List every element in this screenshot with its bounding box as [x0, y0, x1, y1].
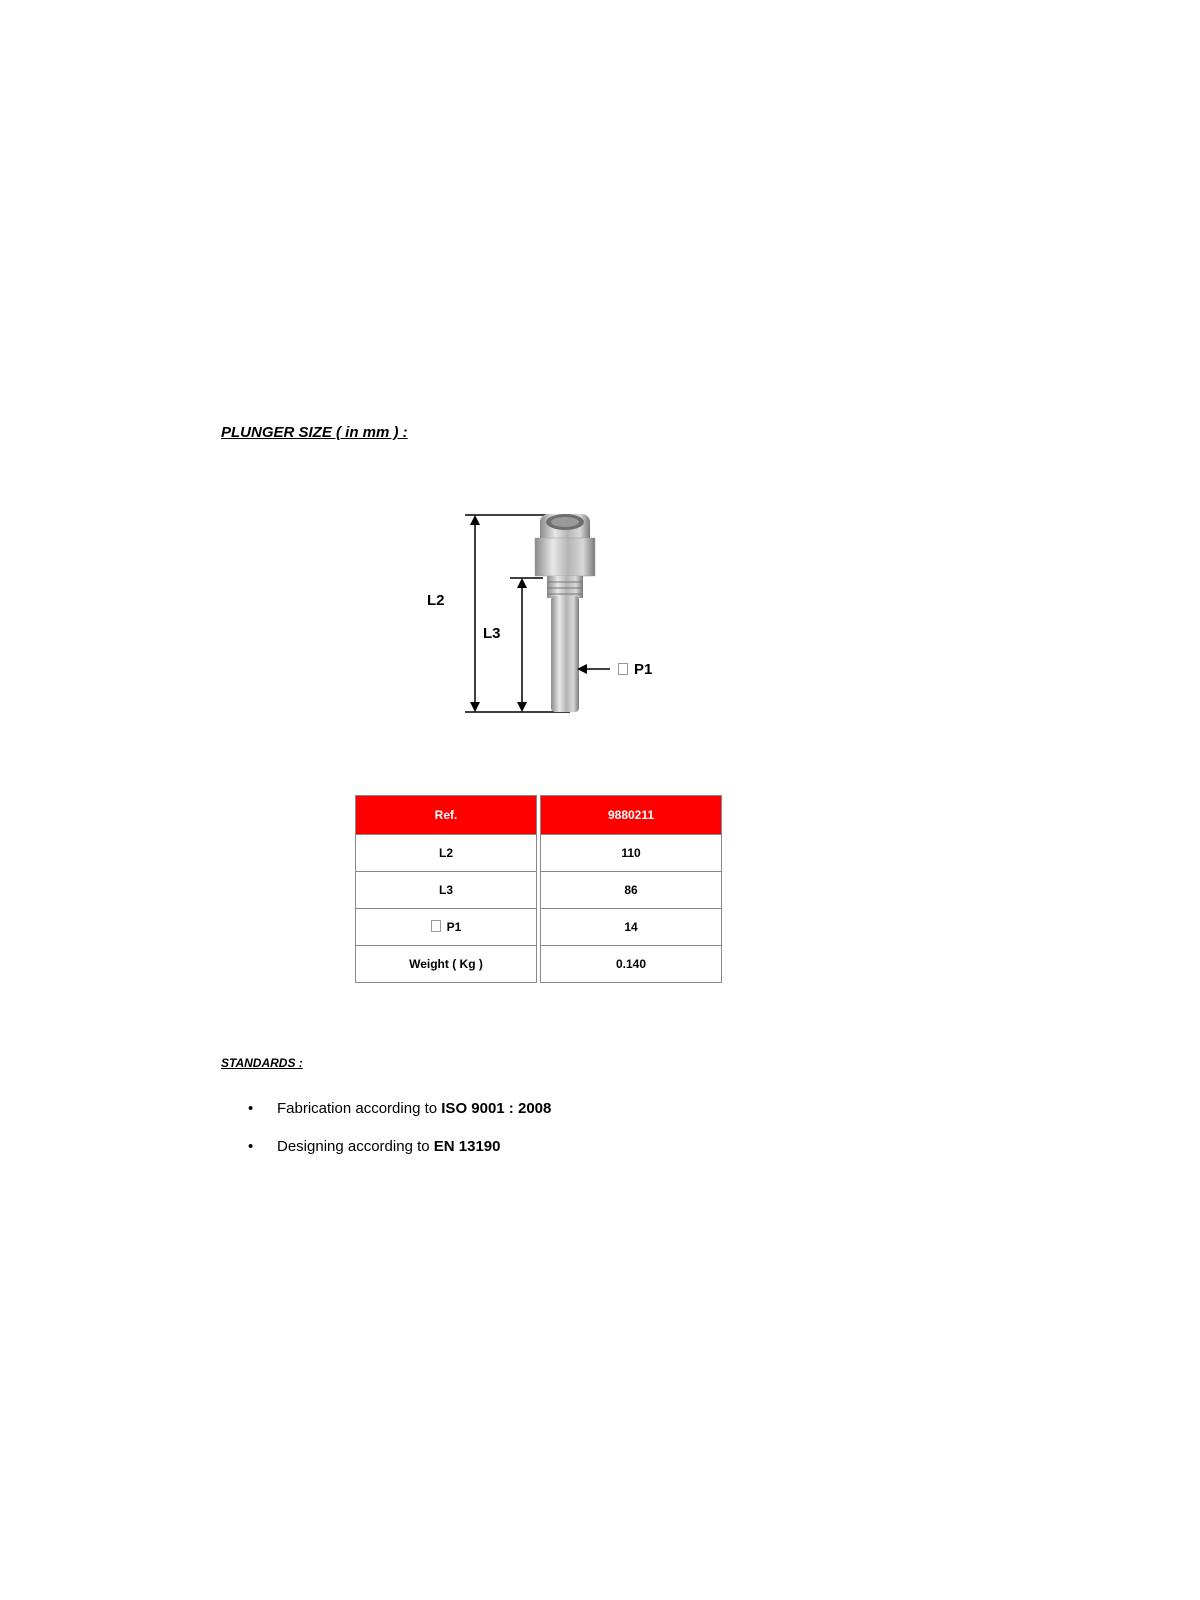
row-label: L3: [355, 872, 537, 909]
bullet-icon: •: [248, 1138, 254, 1155]
l3-label: L3: [483, 625, 501, 642]
plunger-image: [430, 500, 690, 715]
diameter-icon: [618, 663, 628, 675]
standards-heading: STANDARDS :: [221, 1056, 303, 1070]
spec-table: [352, 795, 725, 983]
plunger-diagram: [427, 500, 690, 715]
header-label-cell: Ref.: [355, 795, 537, 835]
table-row: [355, 946, 722, 983]
table-row: [355, 872, 722, 909]
row-label-cell: [355, 909, 537, 946]
table-header-row: [355, 795, 722, 835]
header-value-cell: 9880211: [540, 795, 722, 835]
table-row: [355, 909, 722, 946]
list-item: [248, 1138, 551, 1176]
row-label: P1: [446, 920, 462, 934]
row-value: 86: [540, 872, 722, 909]
row-label: L2: [355, 835, 537, 872]
row-value: 110: [540, 835, 722, 872]
diameter-icon: [431, 920, 441, 932]
standards-list: [248, 1100, 551, 1176]
standard-name: ISO 9001 : 2008: [441, 1100, 552, 1117]
row-label: Weight ( Kg ): [355, 946, 537, 983]
plunger-size-heading: PLUNGER SIZE ( in mm ) :: [221, 424, 408, 441]
standard-prefix: Designing according to: [277, 1138, 434, 1155]
row-value: 14: [540, 909, 722, 946]
bullet-icon: •: [248, 1100, 254, 1117]
list-item: [248, 1100, 551, 1138]
row-value: 0.140: [540, 946, 722, 983]
standard-name: EN 13190: [433, 1138, 501, 1155]
l2-label: L2: [427, 592, 445, 609]
p1-label: P1: [634, 661, 653, 678]
standard-prefix: Fabrication according to: [277, 1100, 442, 1117]
p1-label-group: [618, 661, 652, 678]
table-row: [355, 835, 722, 872]
